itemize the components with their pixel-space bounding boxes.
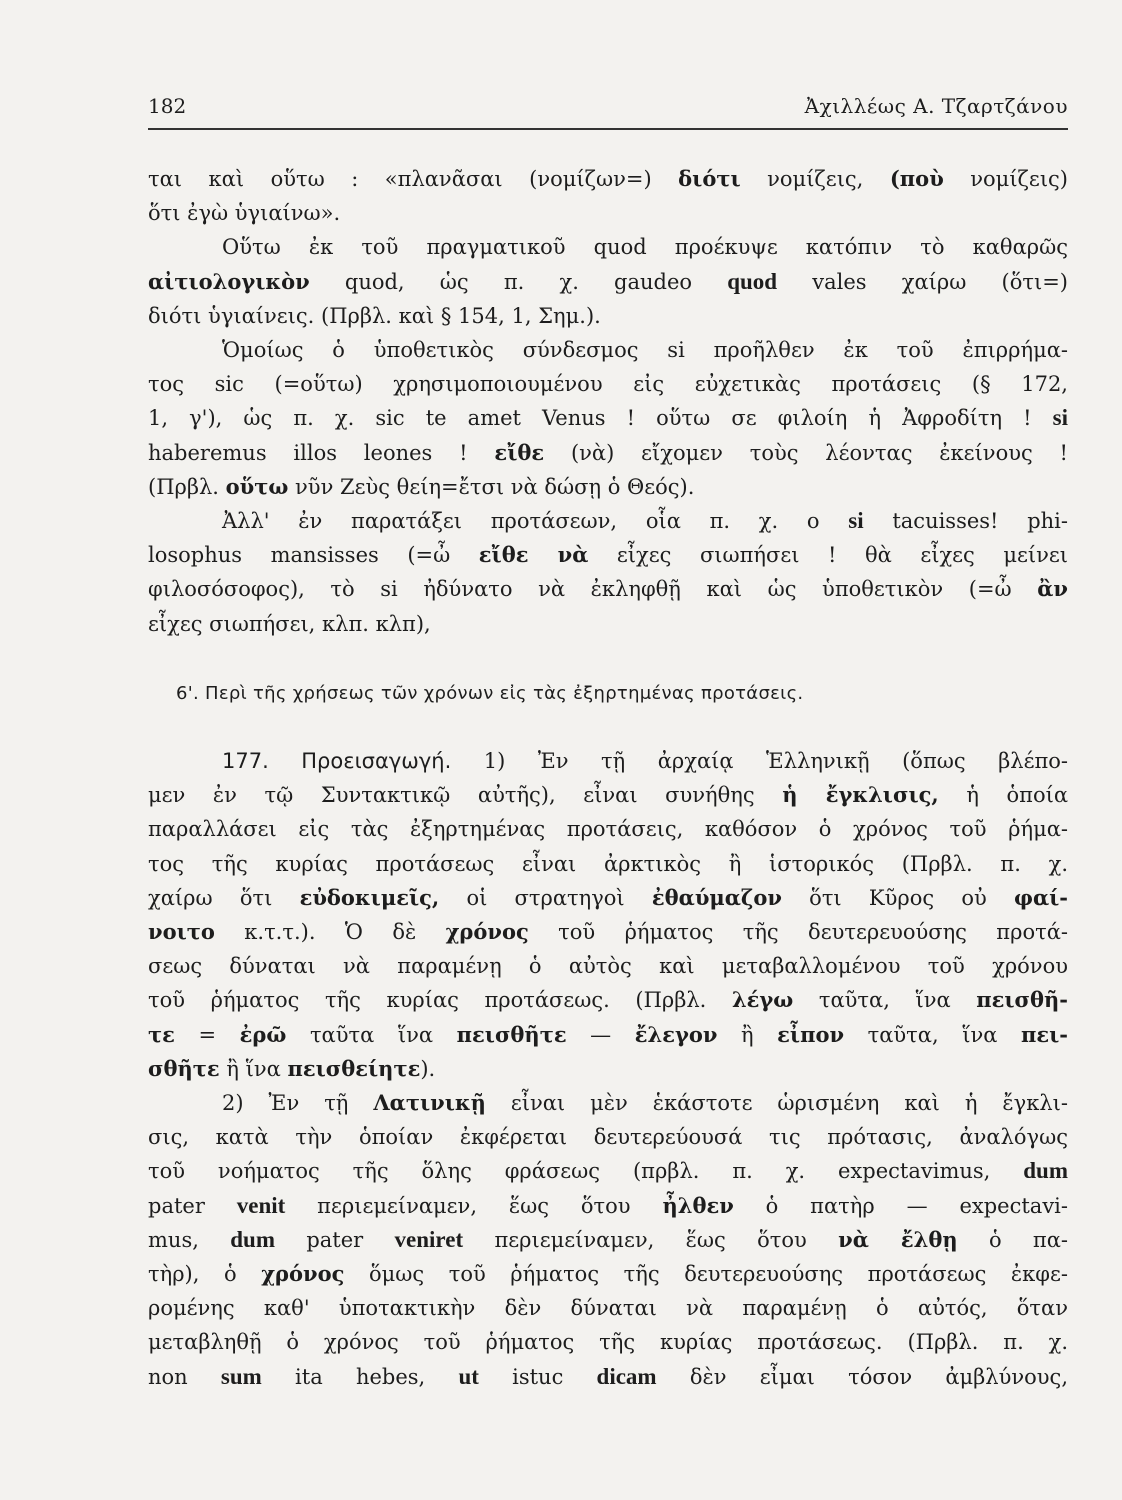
text-line: τοῦ νοήματος τῆς ὅλης φράσεως (πρβλ. π. χ. expectavimus, dum bbox=[148, 1158, 1068, 1184]
text-line: τε = ἐρῶ ταῦτα ἵνα πεισθῆτε — ἔλεγον ἢ εἶπον ταῦτα, ἵνα πει- bbox=[148, 1021, 1068, 1047]
top-paragraphs bbox=[148, 162, 1068, 641]
text-line: μεν ἐν τῷ Συντακτικῷ αὐτῆς), εἶναι συνήθης ἡ ἔγκλισις, ἡ ὁποία bbox=[148, 782, 1068, 808]
text-line: σις, κατὰ τὴν ὁποίαν ἐκφέρεται δευτερεύουσά τις πρότασις, ἀναλόγως bbox=[148, 1125, 1068, 1150]
text-line: 1, γ'), ὡς π. χ. sic te amet Venus ! οὕτω σε φιλοίη ἡ Ἀφροδίτη ! si bbox=[148, 405, 1068, 431]
text-line: χαίρω ὅτι εὐδοκιμεῖς, οἱ στρατηγοὶ ἐθαύμαζον ὅτι Κῦρος οὐ φαί- bbox=[148, 884, 1068, 910]
subsection-title: 6'. Περὶ τῆς χρήσεως τῶν χρόνων εἰς τὰς ἐξηρτημένας προτάσεις. bbox=[176, 683, 804, 704]
text-line: haberemus illos leones ! εἴθε (νὰ) εἴχομεν τοὺς λέοντας ἐκείνους ! bbox=[148, 439, 1068, 465]
text-line: ὅτι ἐγὼ ὑγιαίνω». bbox=[148, 201, 341, 226]
text-line: μεταβληθῇ ὁ χρόνος τοῦ ῥήματος τῆς κυρίας προτάσεως. (Πρβλ. π. χ. bbox=[148, 1330, 1068, 1355]
text-line: Ὁμοίως ὁ ὑποθετικὸς σύνδεσμος si προῆλθεν ἐκ τοῦ ἐπιρρήμα- bbox=[222, 338, 1068, 363]
text-line: τοῦ ῥήματος τῆς κυρίας προτάσεως. (Πρβλ. λέγω ταῦτα, ἵνα πεισθῆ- bbox=[148, 987, 1068, 1013]
text-line: τος τῆς κυρίας προτάσεως εἶναι ἀρκτικὸς ἢ ἱστορικός (Πρβλ. π. χ. bbox=[148, 851, 1068, 876]
section-177 bbox=[148, 744, 1068, 1394]
text-line: διότι ὑγιαίνεις. (Πρβλ. καὶ § 154, 1, Σημ.). bbox=[148, 303, 601, 328]
section-heading: 177. Προεισαγωγή. bbox=[222, 749, 452, 773]
text-line: ται καὶ οὕτω : «πλανᾶσαι (νομίζων=) διότι νομίζεις, (ποὺ νομίζεις) bbox=[148, 166, 1068, 191]
text-line: σεως δύναται νὰ παραμένῃ ὁ αὐτὸς καὶ μεταβαλλομένου τοῦ χρόνου bbox=[148, 954, 1068, 979]
text-line: φιλοσόσοφος), τὸ si ἠδύνατο νὰ ἐκληφθῇ καὶ ὡς ὑποθετικὸν (=ὦ ἂν bbox=[148, 576, 1068, 602]
text-line: 177. Προεισαγωγή. 1) Ἐν τῇ ἀρχαίᾳ Ἑλληνικῇ (ὅπως βλέπο- bbox=[222, 749, 1068, 773]
text-line: non sum ita hebes, ut istuc dicam δὲν εἶμαι τόσον ἀμβλύνους, bbox=[148, 1363, 1068, 1389]
page-header bbox=[148, 92, 1068, 130]
text-line: pater venit περιεμείναμεν, ἕως ὅτου ἦλθεν ὁ πατὴρ — expectavi- bbox=[148, 1192, 1068, 1218]
text-line: σθῆτε ἢ ἵνα πεισθείητε). bbox=[148, 1055, 436, 1081]
text-line: (Πρβλ. οὕτω νῦν Ζεὺς θείη=ἔτσι νὰ δώσῃ ὁ Θεός). bbox=[148, 473, 695, 499]
text-line: Ἀλλ' ἐν παρατάξει προτάσεων, οἷα π. χ. o si tacuisses! phi- bbox=[222, 508, 1068, 534]
text-line: εἶχες σιωπήσει, κλπ. κλπ), bbox=[148, 611, 431, 636]
text-line: νοιτο κ.τ.τ.). Ὁ δὲ χρόνος τοῦ ῥήματος τῆς δευτερευούσης προτά- bbox=[148, 919, 1068, 945]
text-line: αἰτιολογικὸν quod, ὡς π. χ. gaudeo quod vales χαίρω (ὅτι=) bbox=[148, 268, 1068, 294]
text-line: Οὕτω ἐκ τοῦ πραγματικοῦ quod προέκυψε κατόπιν τὸ καθαρῶς bbox=[222, 235, 1068, 260]
text-line: mus, dum pater veniret περιεμείναμεν, ἕως ὅτου νὰ ἔλθῃ ὁ πα- bbox=[148, 1226, 1068, 1252]
page-number: 182 bbox=[148, 94, 187, 118]
text-line: 2) Ἐν τῇ Λατινικῇ εἶναι μὲν ἑκάστοτε ὡρισμένη καὶ ἡ ἔγκλι- bbox=[222, 1090, 1068, 1116]
text-line: ρομένης καθ' ὑποτακτικὴν δὲν δύναται νὰ παραμένῃ ὁ αὐτός, ὅταν bbox=[148, 1296, 1068, 1321]
text-line: τὴρ), ὁ χρόνος ὅμως τοῦ ῥήματος τῆς δευτερευούσης προτάσεως ἐκφε- bbox=[148, 1261, 1068, 1287]
text-line: losophus mansisses (=ὦ εἴθε νὰ εἶχες σιωπήσει ! θὰ εἶχες μείνει bbox=[148, 542, 1068, 568]
running-head: Ἀχιλλέως Α. Τζαρτζάνου bbox=[804, 94, 1068, 118]
text-line: τος sic (=οὕτω) χρησιμοποιουμένου εἰς εὐχετικὰς προτάσεις (§ 172, bbox=[148, 372, 1068, 397]
text-line: παραλλάσει εἰς τὰς ἐξηρτημένας προτάσεις, καθόσον ὁ χρόνος τοῦ ῥήμα- bbox=[148, 817, 1068, 842]
